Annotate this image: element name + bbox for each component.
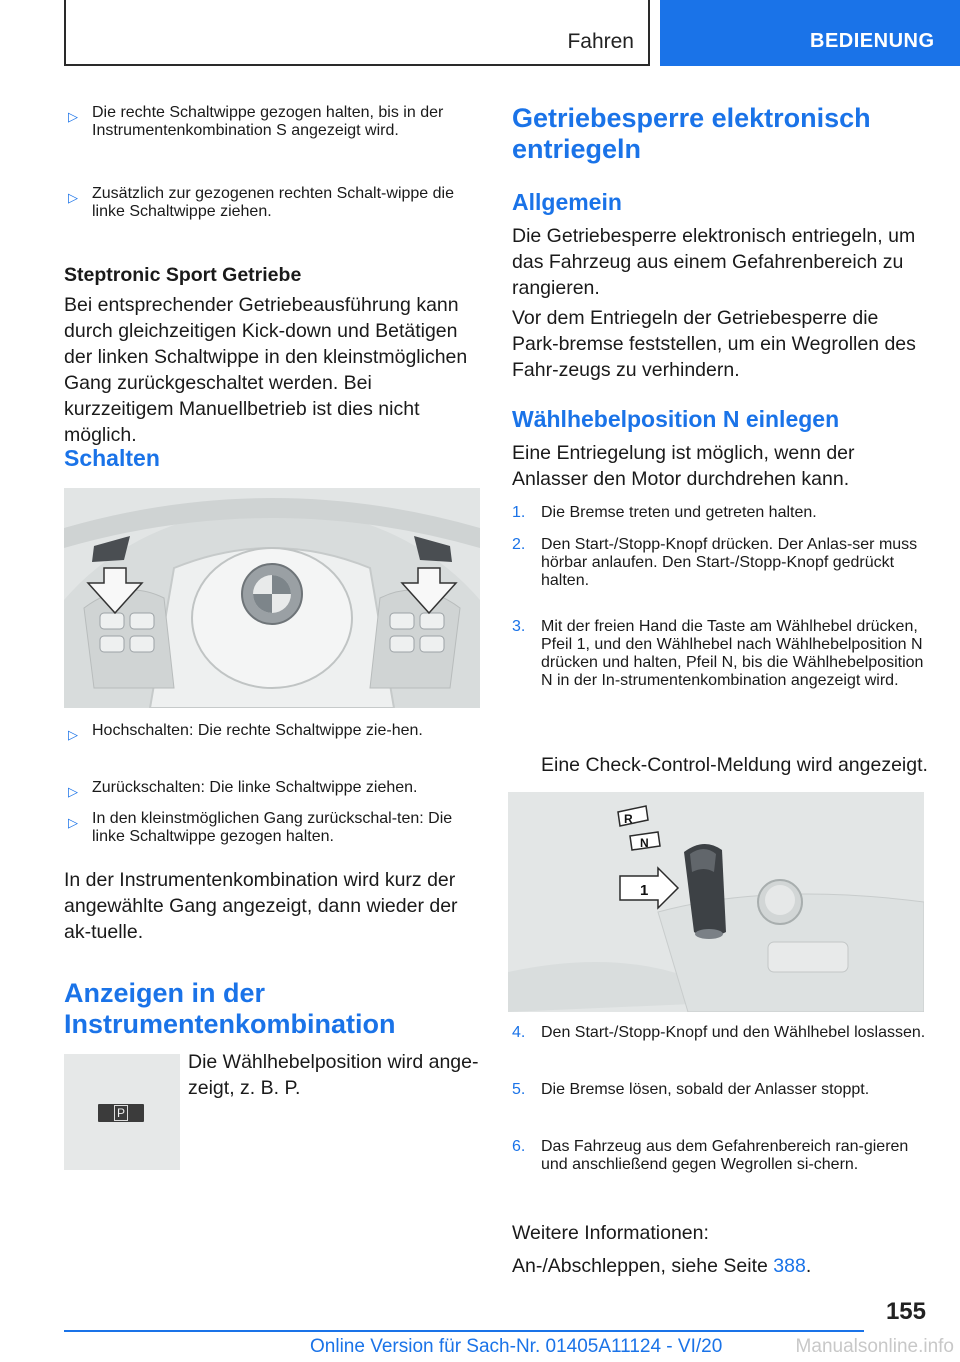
triangle-bullet-icon: ▷ [68, 815, 78, 830]
anzeigen-heading: Anzeigen in der Instrumentenkombination [64, 978, 396, 1039]
list-item: ▷ Die rechte Schaltwippe gezogen halten, bis in der Instrumentenkombination S angezeigt wird. [64, 104, 482, 140]
allgemein-paragraph-2: Vor dem Entriegeln der Getriebesperre die Park-bremse feststellen, um ein Wegrollen des Fahr-zeugs zu verhindern. [512, 307, 916, 381]
list-item: 5. Die Bremse lösen, sobald der Anlasser stoppt. [512, 1081, 870, 1098]
schalten-heading: Schalten [64, 445, 160, 471]
n-heading: Wählhebelposition N einlegen [512, 406, 840, 432]
step3-note: Eine Check-Control-Meldung wird angezeigt. [541, 754, 928, 776]
schalten-paragraph: In der Instrumentenkombination wird kurz der angewählte Gang angezeigt, dann wieder der ak-tuelle. [64, 869, 458, 943]
list-item: ▷ Zurückschalten: Die linke Schaltwippe ziehen. [64, 779, 482, 805]
triangle-bullet-icon: ▷ [68, 727, 78, 742]
allgemein-heading: Allgemein [512, 189, 622, 215]
footer-online-version: Online Version für Sach-Nr. 01405A11124 - VI/20 [310, 1336, 723, 1357]
allgemein-paragraph-1: Die Getriebesperre elektronisch entriegeln, um das Fahrzeug aus einem Gefahrenbereich zu rangieren. [512, 225, 916, 299]
header-section-box [64, 0, 650, 66]
main-heading: Getriebesperre elektronisch entriegeln [512, 103, 871, 164]
list-item: 1. Die Bremse treten und getreten halten. [512, 504, 817, 521]
header-section-title: Fahren [567, 30, 634, 53]
lever-label-n: N [640, 836, 649, 850]
lever-label-r: R [624, 812, 633, 826]
page-reference-link[interactable]: 388 [773, 1255, 806, 1277]
page-number: 155 [885, 1298, 926, 1325]
list-item: ▷ Hochschalten: Die rechte Schaltwippe zie-hen. [64, 722, 482, 748]
list-item: 2. Den Start-/Stopp-Knopf drücken. Der Anlas-ser muss hörbar anlaufen. Den Start-/Stopp-Knopf gedrückt halten. [512, 536, 918, 589]
steptronic-heading: Steptronic Sport Getriebe [64, 264, 302, 286]
instrument-display-image [64, 1054, 180, 1170]
gear-lever-image [508, 792, 924, 1012]
footer-divider [64, 1330, 864, 1332]
header-chapter-tab[interactable] [660, 0, 960, 66]
n-intro: Eine Entriegelung ist möglich, wenn der Anlasser den Motor durchdrehen kann. [512, 442, 855, 490]
anzeigen-paragraph: Die Wählhebelposition wird ange-zeigt, z. B. P. [188, 1051, 479, 1099]
gear-lever-illustration [508, 792, 924, 1012]
list-item: 3. Mit der freien Hand die Taste am Wählhebel drücken, Pfeil 1, und den Wählhebel nach Wählhebelposition N drücken und halten, Pfeil N, bis die Wählhebelposition N in der In-strumentenkombination angezeigt wird. [512, 618, 924, 689]
header-chapter-title: BEDIENUNG [810, 30, 935, 52]
list-item: ▷ Zusätzlich zur gezogenen rechten Schalt-wippe die linke Schaltwippe ziehen. [64, 185, 482, 221]
triangle-bullet-icon: ▷ [68, 109, 78, 124]
triangle-bullet-icon: ▷ [68, 784, 78, 799]
triangle-bullet-icon: ▷ [68, 190, 78, 205]
steering-wheel-image [64, 488, 480, 708]
list-item: 4. Den Start-/Stopp-Knopf und den Wählhebel loslassen. [512, 1024, 926, 1041]
footer-watermark: Manualsonline.info [795, 1336, 954, 1357]
list-item: ▷ In den kleinstmöglichen Gang zurückschal-ten: Die linke Schaltwippe gezogen halten. [64, 810, 482, 846]
list-item: 6. Das Fahrzeug aus dem Gefahrenbereich ran-gieren und anschließend gegen Wegrollen si-chern. [512, 1138, 909, 1173]
gear-letter: P [114, 1105, 128, 1121]
steering-wheel-illustration [64, 488, 480, 708]
lever-label-1: 1 [640, 882, 649, 899]
more-info-label: Weitere Informationen: [512, 1222, 709, 1244]
steptronic-paragraph: Bei entsprechender Getriebeausführung kann durch gleichzeitigen Kick-down und Betätigen der linken Schaltwippe in den kleinstmöglichen Gang zurückgeschaltet werden. Bei kurzzeitigem Manuellbetrieb ist dies nicht möglich. [64, 294, 468, 446]
gear-display-icon [98, 1104, 144, 1122]
tow-reference: An-/Abschleppen, siehe Seite 388. [512, 1255, 812, 1277]
